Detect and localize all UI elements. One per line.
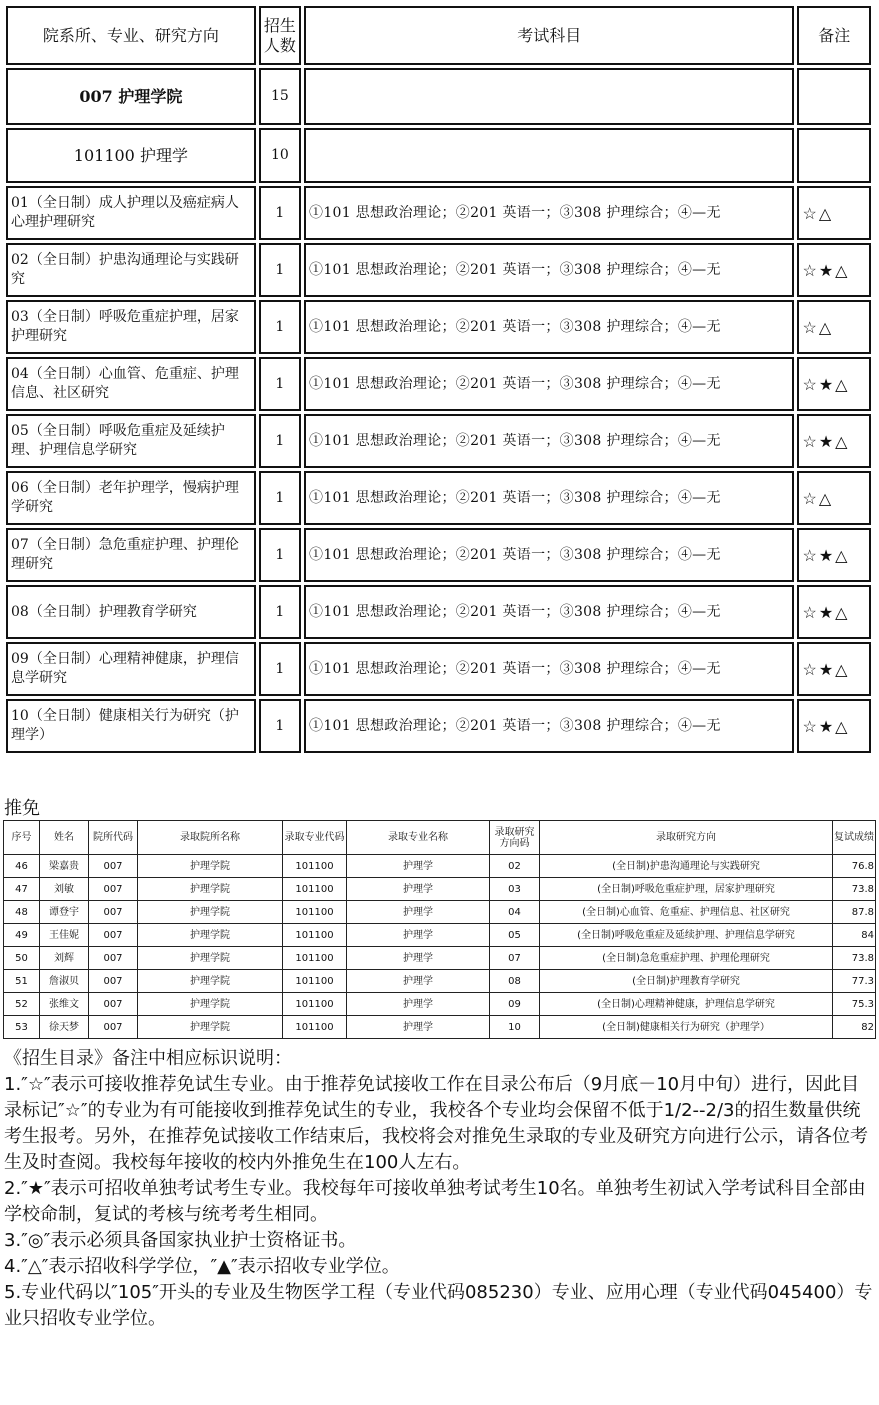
subjects-cell: ①101 思想政治理论；②201 英语一；③308 护理综合；④—无	[304, 699, 794, 753]
remarks-cell: ☆★△	[797, 585, 871, 639]
quota-cell: 1	[259, 528, 301, 582]
admission-cell: 护理学院	[138, 901, 283, 924]
admission-cell: 护理学	[347, 855, 490, 878]
subjects-cell: ①101 思想政治理论；②201 英语一；③308 护理综合；④—无	[304, 528, 794, 582]
admission-cell: 48	[4, 901, 40, 924]
admission-cell: 101100	[283, 878, 347, 901]
header-remarks: 备注	[797, 6, 871, 65]
note-item: 5.专业代码以″105″开头的专业及生物医学工程（专业代码085230）专业、应用心理（专业代码045400）专业只招收专业学位。	[4, 1282, 873, 1329]
subjects-cell: ①101 思想政治理论；②201 英语一；③308 护理综合；④—无	[304, 300, 794, 354]
admission-cell: 101100	[283, 855, 347, 878]
admission-header-row	[4, 821, 876, 855]
admission-row	[4, 993, 876, 1016]
admission-cell: 007	[89, 947, 138, 970]
admission-cell: 52	[4, 993, 40, 1016]
direction-cell: 09（全日制）心理精神健康，护理信息学研究	[6, 642, 256, 696]
admission-cell: 75.3	[833, 993, 876, 1016]
admission-header-cell: 录取研究方向码	[490, 821, 540, 855]
admission-cell: 护理学院	[138, 924, 283, 947]
admission-cell: 护理学院	[138, 855, 283, 878]
remarks-cell: ☆△	[797, 300, 871, 354]
direction-row	[6, 585, 871, 639]
direction-row	[6, 414, 871, 468]
quota-cell: 1	[259, 300, 301, 354]
admission-cell: 007	[89, 878, 138, 901]
direction-cell: 04（全日制）心血管、危重症、护理信息、社区研究	[6, 357, 256, 411]
admission-row	[4, 924, 876, 947]
admission-cell: 04	[490, 901, 540, 924]
note-item: 4.″△″表示招收科学学位，″▲″表示招收专业学位。	[4, 1256, 400, 1277]
major-remarks	[797, 128, 871, 183]
admission-cell: 76.8	[833, 855, 876, 878]
quota-cell: 1	[259, 699, 301, 753]
admission-cell: 刘辉	[40, 947, 89, 970]
direction-cell: 07（全日制）急危重症护理、护理伦理研究	[6, 528, 256, 582]
school-quota: 15	[259, 68, 301, 125]
direction-row	[6, 471, 871, 525]
header-quota: 招生人数	[259, 6, 301, 65]
subjects-cell: ①101 思想政治理论；②201 英语一；③308 护理综合；④—无	[304, 471, 794, 525]
admission-row	[4, 901, 876, 924]
school-row	[6, 68, 871, 125]
subjects-cell: ①101 思想政治理论；②201 英语一；③308 护理综合；④—无	[304, 357, 794, 411]
remarks-cell: ☆△	[797, 471, 871, 525]
admission-cell: 护理学院	[138, 947, 283, 970]
admission-header-cell: 录取研究方向	[540, 821, 833, 855]
quota-cell: 1	[259, 357, 301, 411]
admission-header-cell: 录取专业代码	[283, 821, 347, 855]
admission-cell: 47	[4, 878, 40, 901]
admission-cell: (全日制)心理精神健康，护理信息学研究	[540, 993, 833, 1016]
direction-cell: 05（全日制）呼吸危重症及延续护理、护理信息学研究	[6, 414, 256, 468]
admission-cell: 09	[490, 993, 540, 1016]
major-subjects	[304, 128, 794, 183]
direction-row	[6, 699, 871, 753]
admission-cell: 007	[89, 855, 138, 878]
admission-cell: 51	[4, 970, 40, 993]
admission-cell: 77.3	[833, 970, 876, 993]
direction-cell: 03（全日制）呼吸危重症护理，居家护理研究	[6, 300, 256, 354]
admission-cell: 46	[4, 855, 40, 878]
admission-cell: 10	[490, 1016, 540, 1039]
admission-cell: 73.8	[833, 947, 876, 970]
quota-cell: 1	[259, 471, 301, 525]
remarks-cell: ☆★△	[797, 699, 871, 753]
note-item: 1.″☆″表示可接收推荐免试生专业。由于推荐免试接收工作在目录公布后（9月底－10月中旬）进行，因此目录标记″☆″的专业为有可能接收到推荐免试生的专业，我校各个专业均会保留不低于1/2--2/3的招生数量供统考生报考。另外，在推荐免试接收工作结束后，我校将会对推免生录取的专业及研究方向进行公示，请各位考生及时查阅。我校每年接收的校内外推免生在100人左右。	[4, 1074, 868, 1173]
major-quota: 10	[259, 128, 301, 183]
admission-cell: 101100	[283, 924, 347, 947]
admission-cell: 007	[89, 924, 138, 947]
quota-cell: 1	[259, 243, 301, 297]
admission-cell: 刘敏	[40, 878, 89, 901]
admission-cell: 101100	[283, 901, 347, 924]
admission-cell: 护理学院	[138, 970, 283, 993]
direction-cell: 01（全日制）成人护理以及癌症病人心理护理研究	[6, 186, 256, 240]
admission-cell: (全日制)呼吸危重症护理，居家护理研究	[540, 878, 833, 901]
admission-cell: 101100	[283, 993, 347, 1016]
school-name: 007 护理学院	[6, 68, 256, 125]
school-subjects	[304, 68, 794, 125]
direction-cell: 08（全日制）护理教育学研究	[6, 585, 256, 639]
admission-cell: 87.8	[833, 901, 876, 924]
admission-row	[4, 878, 876, 901]
remarks-cell: ☆★△	[797, 243, 871, 297]
admission-cell: (全日制)急危重症护理、护理伦理研究	[540, 947, 833, 970]
admission-cell: 007	[89, 901, 138, 924]
admission-cell: 49	[4, 924, 40, 947]
admission-cell: 护理学院	[138, 1016, 283, 1039]
admission-cell: (全日制)护理教育学研究	[540, 970, 833, 993]
notes-section	[4, 1046, 876, 1332]
admission-row	[4, 970, 876, 993]
admission-cell: 护理学	[347, 993, 490, 1016]
admission-cell: 007	[89, 1016, 138, 1039]
admission-cell: 张维文	[40, 993, 89, 1016]
admission-row	[4, 947, 876, 970]
admission-cell: 詹淑贝	[40, 970, 89, 993]
admission-cell: 02	[490, 855, 540, 878]
direction-row	[6, 300, 871, 354]
admission-cell: 101100	[283, 970, 347, 993]
catalog-header-row	[6, 6, 871, 65]
quota-cell: 1	[259, 414, 301, 468]
admission-cell: 007	[89, 993, 138, 1016]
quota-cell: 1	[259, 186, 301, 240]
admission-cell: 护理学	[347, 1016, 490, 1039]
direction-row	[6, 528, 871, 582]
admission-cell: 07	[490, 947, 540, 970]
admission-header-cell: 复试成绩	[833, 821, 876, 855]
admission-header-cell: 序号	[4, 821, 40, 855]
admission-cell: 101100	[283, 1016, 347, 1039]
admission-cell: 08	[490, 970, 540, 993]
note-item: 2.″★″表示可招收单独考试考生专业。我校每年可接收单独考试考生10名。单独考生初试入学考试科目全部由学校命制，复试的考核与统考考生相同。	[4, 1178, 866, 1225]
admission-cell: 护理学	[347, 901, 490, 924]
direction-row	[6, 357, 871, 411]
admission-cell: 84	[833, 924, 876, 947]
admission-cell: 03	[490, 878, 540, 901]
notes-title: 《招生目录》备注中相应标识说明：	[4, 1048, 292, 1069]
admission-cell: (全日制)健康相关行为研究（护理学）	[540, 1016, 833, 1039]
header-subjects: 考试科目	[304, 6, 794, 65]
admission-cell: 护理学	[347, 947, 490, 970]
school-remarks	[797, 68, 871, 125]
admission-cell: 谭登宇	[40, 901, 89, 924]
admission-cell: 护理学院	[138, 878, 283, 901]
admission-header-cell: 姓名	[40, 821, 89, 855]
remarks-cell: ☆★△	[797, 357, 871, 411]
direction-row	[6, 243, 871, 297]
admission-header-cell: 录取院所名称	[138, 821, 283, 855]
admission-cell: 73.8	[833, 878, 876, 901]
admission-cell: (全日制)呼吸危重症及延续护理、护理信息学研究	[540, 924, 833, 947]
admission-cell: 82	[833, 1016, 876, 1039]
admission-cell: 梁嘉贵	[40, 855, 89, 878]
admission-cell: 护理学	[347, 970, 490, 993]
admission-cell: 护理学	[347, 924, 490, 947]
subjects-cell: ①101 思想政治理论；②201 英语一；③308 护理综合；④—无	[304, 414, 794, 468]
remarks-cell: ☆△	[797, 186, 871, 240]
admission-cell: 护理学	[347, 878, 490, 901]
admission-cell: 007	[89, 970, 138, 993]
enrollment-catalog-table	[3, 3, 874, 756]
admission-cell: (全日制)心血管、危重症、护理信息、社区研究	[540, 901, 833, 924]
admission-header-cell: 录取专业名称	[347, 821, 490, 855]
direction-cell: 02（全日制）护患沟通理论与实践研究	[6, 243, 256, 297]
subjects-cell: ①101 思想政治理论；②201 英语一；③308 护理综合；④—无	[304, 585, 794, 639]
admission-cell: 50	[4, 947, 40, 970]
direction-cell: 06（全日制）老年护理学，慢病护理学研究	[6, 471, 256, 525]
admission-row	[4, 855, 876, 878]
quota-cell: 1	[259, 585, 301, 639]
subjects-cell: ①101 思想政治理论；②201 英语一；③308 护理综合；④—无	[304, 186, 794, 240]
note-item: 3.″◎″表示必须具备国家执业护士资格证书。	[4, 1230, 357, 1251]
quota-cell: 1	[259, 642, 301, 696]
admission-header-cell: 院所代码	[89, 821, 138, 855]
admission-cell: 徐天梦	[40, 1016, 89, 1039]
admission-cell: 53	[4, 1016, 40, 1039]
admission-cell: (全日制)护患沟通理论与实践研究	[540, 855, 833, 878]
admission-list-table	[3, 820, 876, 1039]
remarks-cell: ☆★△	[797, 414, 871, 468]
subjects-cell: ①101 思想政治理论；②201 英语一；③308 护理综合；④—无	[304, 243, 794, 297]
tuimian-label: 推免	[4, 798, 40, 819]
direction-cell: 10（全日制）健康相关行为研究（护理学）	[6, 699, 256, 753]
admission-cell: 101100	[283, 947, 347, 970]
admission-cell: 05	[490, 924, 540, 947]
subjects-cell: ①101 思想政治理论；②201 英语一；③308 护理综合；④—无	[304, 642, 794, 696]
remarks-cell: ☆★△	[797, 642, 871, 696]
direction-row	[6, 642, 871, 696]
header-dept: 院系所、专业、研究方向	[6, 6, 256, 65]
remarks-cell: ☆★△	[797, 528, 871, 582]
admission-cell: 护理学院	[138, 993, 283, 1016]
admission-row	[4, 1016, 876, 1039]
direction-row	[6, 186, 871, 240]
admission-cell: 王佳妮	[40, 924, 89, 947]
major-name: 101100 护理学	[6, 128, 256, 183]
major-row	[6, 128, 871, 183]
